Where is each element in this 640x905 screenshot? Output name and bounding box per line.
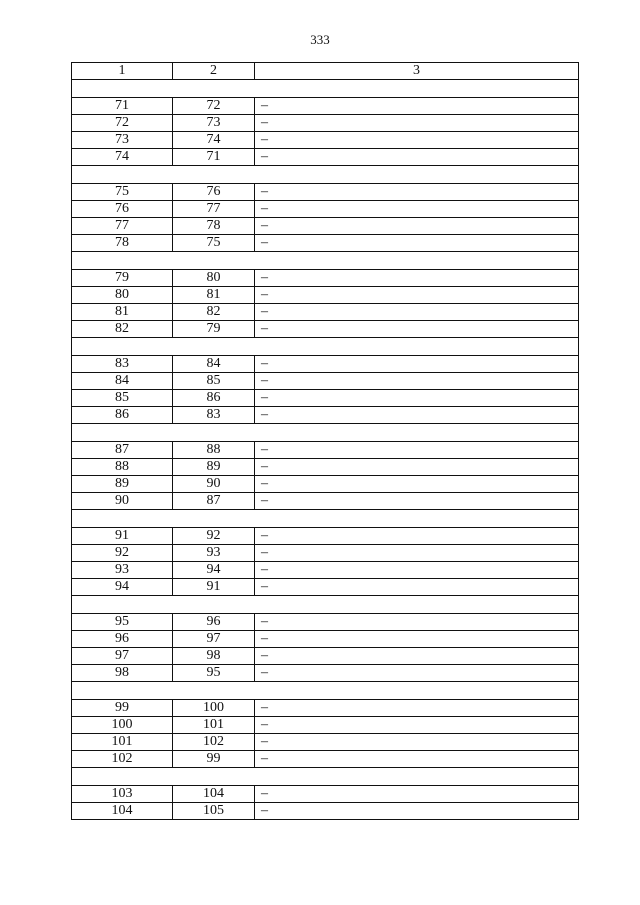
cell-col1: 80 xyxy=(72,287,173,304)
cell-col1: 79 xyxy=(72,270,173,287)
cell-col2: 72 xyxy=(173,98,255,115)
table-row xyxy=(72,631,579,648)
table-header-row xyxy=(72,63,579,80)
table-row xyxy=(72,476,579,493)
table-row xyxy=(72,98,579,115)
cell-col2: 80 xyxy=(173,270,255,287)
group-separator-cell xyxy=(72,768,579,786)
group-separator-row xyxy=(72,682,579,700)
cell-col3: – xyxy=(255,201,579,218)
group-separator-row xyxy=(72,768,579,786)
table-row xyxy=(72,218,579,235)
table-row xyxy=(72,287,579,304)
cell-col1: 77 xyxy=(72,218,173,235)
cell-col2: 71 xyxy=(173,149,255,166)
cell-col2: 90 xyxy=(173,476,255,493)
cell-col3: – xyxy=(255,665,579,682)
cell-col1: 100 xyxy=(72,717,173,734)
table-row xyxy=(72,235,579,252)
cell-col3: – xyxy=(255,356,579,373)
cell-col1: 101 xyxy=(72,734,173,751)
table-row xyxy=(72,321,579,338)
cell-col2: 74 xyxy=(173,132,255,149)
cell-col1: 76 xyxy=(72,201,173,218)
cell-col1: 86 xyxy=(72,407,173,424)
cell-col3: – xyxy=(255,459,579,476)
cell-col1: 92 xyxy=(72,545,173,562)
data-table xyxy=(71,62,579,820)
table-row xyxy=(72,717,579,734)
cell-col3: – xyxy=(255,631,579,648)
cell-col3: – xyxy=(255,803,579,820)
table-row xyxy=(72,562,579,579)
cell-col3: – xyxy=(255,218,579,235)
group-separator-cell xyxy=(72,424,579,442)
cell-col2: 83 xyxy=(173,407,255,424)
group-separator-cell xyxy=(72,510,579,528)
page-number: 333 xyxy=(310,32,330,47)
cell-col2: 78 xyxy=(173,218,255,235)
cell-col2: 91 xyxy=(173,579,255,596)
cell-col2: 95 xyxy=(173,665,255,682)
cell-col3: – xyxy=(255,270,579,287)
cell-col2: 101 xyxy=(173,717,255,734)
cell-col2: 84 xyxy=(173,356,255,373)
cell-col2: 93 xyxy=(173,545,255,562)
group-separator-row xyxy=(72,510,579,528)
cell-col2: 81 xyxy=(173,287,255,304)
cell-col3: – xyxy=(255,321,579,338)
header-cell-1: 1 xyxy=(72,63,173,80)
cell-col2: 79 xyxy=(173,321,255,338)
cell-col1: 94 xyxy=(72,579,173,596)
cell-col3: – xyxy=(255,545,579,562)
cell-col1: 102 xyxy=(72,751,173,768)
cell-col1: 75 xyxy=(72,184,173,201)
cell-col1: 74 xyxy=(72,149,173,166)
cell-col3: – xyxy=(255,717,579,734)
cell-col3: – xyxy=(255,700,579,717)
cell-col1: 89 xyxy=(72,476,173,493)
cell-col2: 94 xyxy=(173,562,255,579)
table-row xyxy=(72,304,579,321)
cell-col3: – xyxy=(255,562,579,579)
cell-col3: – xyxy=(255,184,579,201)
cell-col3: – xyxy=(255,373,579,390)
cell-col2: 86 xyxy=(173,390,255,407)
data-table-container xyxy=(71,62,578,820)
table-body xyxy=(72,63,579,820)
cell-col1: 87 xyxy=(72,442,173,459)
group-separator-cell xyxy=(72,252,579,270)
cell-col2: 89 xyxy=(173,459,255,476)
cell-col2: 104 xyxy=(173,786,255,803)
group-separator-cell xyxy=(72,682,579,700)
group-separator-cell xyxy=(72,596,579,614)
table-row xyxy=(72,751,579,768)
header-cell-3: 3 xyxy=(255,63,579,80)
table-row xyxy=(72,390,579,407)
group-separator-cell xyxy=(72,338,579,356)
table-row xyxy=(72,665,579,682)
cell-col1: 83 xyxy=(72,356,173,373)
cell-col3: – xyxy=(255,390,579,407)
cell-col2: 73 xyxy=(173,115,255,132)
cell-col2: 76 xyxy=(173,184,255,201)
cell-col1: 78 xyxy=(72,235,173,252)
cell-col3: – xyxy=(255,287,579,304)
cell-col1: 103 xyxy=(72,786,173,803)
cell-col3: – xyxy=(255,235,579,252)
cell-col3: – xyxy=(255,751,579,768)
table-row xyxy=(72,407,579,424)
table-row xyxy=(72,493,579,510)
cell-col2: 105 xyxy=(173,803,255,820)
table-row xyxy=(72,648,579,665)
cell-col3: – xyxy=(255,648,579,665)
cell-col2: 102 xyxy=(173,734,255,751)
group-separator-row xyxy=(72,252,579,270)
cell-col3: – xyxy=(255,786,579,803)
cell-col3: – xyxy=(255,407,579,424)
table-row xyxy=(72,132,579,149)
group-separator-cell xyxy=(72,166,579,184)
table-row xyxy=(72,184,579,201)
table-row xyxy=(72,614,579,631)
table-row xyxy=(72,579,579,596)
cell-col1: 88 xyxy=(72,459,173,476)
cell-col3: – xyxy=(255,132,579,149)
table-row xyxy=(72,270,579,287)
cell-col1: 96 xyxy=(72,631,173,648)
cell-col3: – xyxy=(255,579,579,596)
cell-col2: 97 xyxy=(173,631,255,648)
cell-col1: 104 xyxy=(72,803,173,820)
cell-col3: – xyxy=(255,493,579,510)
group-separator-cell xyxy=(72,80,579,98)
cell-col1: 98 xyxy=(72,665,173,682)
table-row xyxy=(72,356,579,373)
group-separator-row xyxy=(72,338,579,356)
cell-col1: 95 xyxy=(72,614,173,631)
cell-col1: 93 xyxy=(72,562,173,579)
cell-col1: 71 xyxy=(72,98,173,115)
cell-col1: 90 xyxy=(72,493,173,510)
cell-col3: – xyxy=(255,115,579,132)
cell-col1: 81 xyxy=(72,304,173,321)
table-row xyxy=(72,149,579,166)
cell-col2: 96 xyxy=(173,614,255,631)
group-separator-row xyxy=(72,166,579,184)
cell-col3: – xyxy=(255,614,579,631)
table-row xyxy=(72,734,579,751)
cell-col1: 85 xyxy=(72,390,173,407)
table-row xyxy=(72,528,579,545)
table-row xyxy=(72,786,579,803)
cell-col1: 99 xyxy=(72,700,173,717)
cell-col2: 88 xyxy=(173,442,255,459)
cell-col3: – xyxy=(255,98,579,115)
table-row xyxy=(72,373,579,390)
cell-col3: – xyxy=(255,149,579,166)
cell-col1: 84 xyxy=(72,373,173,390)
cell-col1: 72 xyxy=(72,115,173,132)
cell-col3: – xyxy=(255,528,579,545)
table-row xyxy=(72,545,579,562)
table-row xyxy=(72,201,579,218)
table-row xyxy=(72,803,579,820)
cell-col1: 82 xyxy=(72,321,173,338)
cell-col2: 82 xyxy=(173,304,255,321)
cell-col2: 85 xyxy=(173,373,255,390)
cell-col1: 97 xyxy=(72,648,173,665)
cell-col2: 99 xyxy=(173,751,255,768)
group-separator-row xyxy=(72,80,579,98)
table-row xyxy=(72,115,579,132)
table-row xyxy=(72,459,579,476)
cell-col3: – xyxy=(255,734,579,751)
cell-col2: 92 xyxy=(173,528,255,545)
cell-col2: 100 xyxy=(173,700,255,717)
cell-col3: – xyxy=(255,442,579,459)
cell-col3: – xyxy=(255,476,579,493)
table-row xyxy=(72,442,579,459)
cell-col2: 75 xyxy=(173,235,255,252)
table-row xyxy=(72,700,579,717)
group-separator-row xyxy=(72,596,579,614)
cell-col1: 73 xyxy=(72,132,173,149)
cell-col2: 77 xyxy=(173,201,255,218)
cell-col3: – xyxy=(255,304,579,321)
cell-col2: 98 xyxy=(173,648,255,665)
group-separator-row xyxy=(72,424,579,442)
header-cell-2: 2 xyxy=(173,63,255,80)
cell-col2: 87 xyxy=(173,493,255,510)
cell-col1: 91 xyxy=(72,528,173,545)
